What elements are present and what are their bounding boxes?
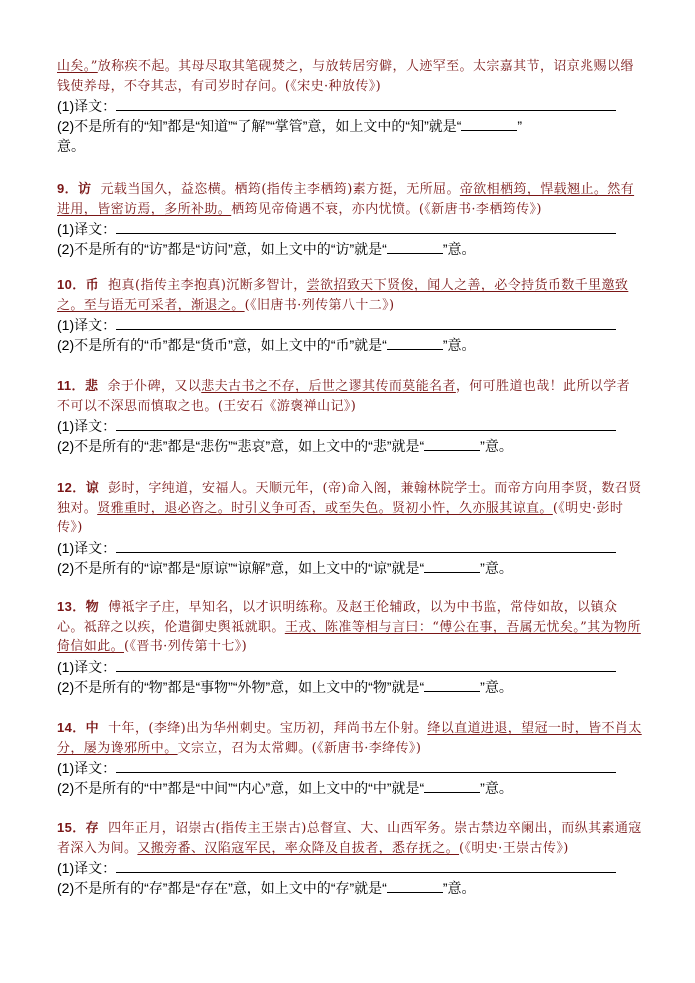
quote-mark: “	[195, 241, 201, 257]
quote-mark: “	[232, 438, 238, 454]
passage-text: 彭时，字纯道，安福人。天顺元年，(帝)命入阁，兼翰林院学士。而帝方向用李贤，数召贤独对。	[57, 481, 642, 516]
question-2-text: (2)不是所有的	[57, 438, 145, 454]
quote-mark: ”	[228, 337, 233, 353]
question-2-end: 意。	[484, 559, 513, 576]
passage-top	[57, 57, 642, 96]
quote-mark: ”	[480, 780, 485, 796]
question-2-text: 就是	[391, 438, 420, 454]
meaning-option: 货币	[200, 337, 229, 353]
quote-mark: “	[144, 780, 149, 796]
question-2-text: (2)不是所有的	[57, 880, 145, 896]
answer-blank[interactable]	[424, 560, 480, 573]
key-word-ref: 中	[372, 780, 387, 796]
question-2-text: 意，如上文中的	[232, 241, 331, 257]
passage-text: ，何可胜道也哉！此所以学者不可以不深思而慎取之也。	[57, 379, 631, 414]
answer-blank[interactable]	[424, 780, 480, 793]
passage-text: 栖筠见帝倚遇不衰，亦内忧愤。	[231, 201, 419, 217]
key-word: 物	[85, 599, 100, 614]
quote-mark: “	[232, 780, 238, 796]
question-2-text: 意，如上文中的	[270, 780, 369, 796]
passage-underlined: 山矣。”	[57, 59, 98, 74]
question-2-text: (2)不是所有的	[57, 678, 145, 695]
meaning-option: 悲哀	[237, 438, 266, 454]
passage-source: (《旧唐书·列传第八十二》)	[244, 297, 395, 313]
question-2-line	[57, 677, 642, 697]
quote-mark: “	[382, 880, 387, 896]
translate-answer-blank[interactable]	[116, 538, 616, 553]
item-number: 11．	[57, 378, 85, 393]
quote-mark: “	[195, 337, 201, 353]
quote-mark: ”	[386, 559, 392, 576]
quote-mark: ”	[349, 241, 355, 257]
meaning-option: 访问	[200, 241, 229, 257]
quote-mark: ”都是	[162, 678, 196, 695]
quote-mark: ”	[265, 780, 271, 796]
translate-line	[57, 758, 642, 778]
key-word-ref: 物	[148, 678, 163, 695]
question-2-text: 就是	[354, 337, 383, 353]
passage-source: (王安石《游褒禅山记》)	[217, 398, 357, 414]
translate-line	[57, 416, 642, 436]
question-2-text: (2)不是所有的	[57, 337, 145, 353]
passage-underlined: 尝欲招致天下贤俊，闻人之善，必令持货币数千里邀致之。至与语无可采者，渐退之。	[57, 278, 629, 313]
key-word: 币	[85, 277, 100, 292]
meaning-option: 事物	[200, 678, 229, 695]
question-2-end: 意。	[57, 138, 85, 154]
item-number: 13．	[57, 599, 86, 614]
section-item	[57, 179, 642, 259]
passage	[57, 275, 642, 315]
passage-text: 元载当国久，益恣横。栖筠(指传主李栖筠)素方挺，无所屈。	[100, 182, 460, 197]
answer-blank[interactable]	[461, 118, 517, 131]
translate-answer-blank[interactable]	[116, 657, 616, 672]
quote-mark: ”	[228, 780, 233, 796]
quote-mark: ”都是	[162, 780, 196, 796]
translate-label: (1)译文：	[57, 418, 117, 434]
translate-label: (1)译文：	[57, 760, 117, 776]
translate-label: (1)译文：	[57, 221, 117, 237]
quote-mark: “	[419, 678, 425, 695]
quote-mark: ”	[386, 678, 392, 695]
quote-mark: ”	[228, 678, 233, 695]
section-item	[57, 718, 642, 798]
question-2-text: (2)不是所有的“知”都是“知道”“了解”“掌管”意，如上文中的“知”就是“	[57, 118, 462, 134]
item-number: 14．	[57, 720, 86, 735]
passage	[57, 179, 642, 219]
key-word-ref: 悲	[372, 438, 387, 454]
quote-mark: “	[368, 780, 373, 796]
quote-mark: ”都是	[162, 337, 196, 353]
answer-blank[interactable]	[387, 880, 443, 893]
quote-mark: “	[419, 438, 425, 454]
passage-source: (《明史·王崇古传》)	[459, 840, 569, 856]
key-word-ref: 谅	[148, 559, 163, 576]
translate-label: (1)译文：	[57, 860, 117, 876]
passage	[57, 718, 642, 758]
quote-mark: “	[144, 880, 149, 896]
passage-text: 四年正月，诏崇古(指传主王崇古)总督宣、大、山西军务。崇古禁边卒阑出，而纵其素通寇者深入为间。	[57, 821, 642, 856]
answer-blank[interactable]	[424, 679, 480, 692]
quote-mark: “	[144, 241, 149, 257]
question-2-end: 意。	[447, 241, 476, 257]
passage-underlined: 又搬旁番、汉陷寇军民，率众降及自拔者，悉存抚之。	[137, 840, 460, 856]
section-item	[57, 275, 642, 355]
quote-mark: ”	[349, 880, 355, 896]
quote-mark: “	[382, 337, 387, 353]
quote-mark: “	[368, 678, 373, 695]
quote-mark: ”	[265, 438, 271, 454]
meaning-option: 外物	[237, 678, 266, 695]
section-item	[57, 818, 642, 898]
quote-mark: ”都是	[162, 880, 196, 896]
quote-mark: “	[195, 880, 201, 896]
passage-underlined: 王戎、陈准等相与言曰：“傅公在事，吾属无忧矣。”其为物所倚信如此。	[57, 619, 641, 654]
question-2-text: (2)不是所有的	[57, 780, 145, 796]
question-2-line	[57, 558, 642, 578]
meaning-option: 原谅	[200, 559, 229, 576]
question-2-line	[57, 436, 642, 456]
quote-mark: “	[144, 559, 149, 576]
passage-source: (《明史·彭时传》)	[57, 500, 624, 535]
quote-mark: ”都是	[162, 559, 196, 576]
section-item	[57, 597, 642, 697]
quote-mark: ”	[386, 780, 392, 796]
quote-mark: ”	[442, 880, 448, 896]
passage-text: 余于仆碑，又以	[107, 379, 202, 394]
quote-mark: “	[195, 559, 201, 576]
quote-mark: ”	[228, 241, 233, 257]
answer-blank[interactable]	[387, 241, 443, 254]
passage-underlined: 贤雅重时，退必咨之。时引义争可否，或至失色。贤初小忤，久亦服其谅直。	[97, 500, 553, 516]
translate-answer-blank[interactable]	[116, 758, 616, 773]
passage-source: (《新唐书·李栖筠传》)	[418, 201, 542, 217]
key-word: 谅	[85, 480, 100, 495]
quote-mark: ”都是	[162, 241, 196, 257]
quote-mark: ”	[386, 438, 392, 454]
meaning-option: 存在	[200, 880, 229, 896]
quote-mark: ”	[228, 438, 233, 454]
translate-label: (1)译文：	[57, 98, 117, 114]
key-word: 悲	[84, 378, 99, 393]
key-word-ref: 访	[335, 241, 350, 257]
translate-answer-blank[interactable]	[116, 219, 616, 234]
quote-mark: ”	[480, 559, 485, 576]
question-2-end: 意。	[484, 438, 513, 454]
passage-text: 抱真(指传主李抱真)沉断多智计，	[108, 278, 307, 293]
translate-line	[57, 96, 642, 116]
question-2-text: 就是	[354, 880, 383, 896]
quote-mark: “	[419, 780, 425, 796]
passage-text: 文宗立，召为太常卿。	[177, 740, 312, 756]
meaning-option: 内心	[237, 780, 266, 796]
quote-mark: ”	[480, 438, 485, 454]
translate-line	[57, 657, 642, 677]
translate-line	[57, 538, 642, 558]
translate-answer-blank[interactable]	[116, 96, 616, 111]
quote-mark: ”都是	[162, 438, 196, 454]
quote-mark: ”	[442, 337, 448, 353]
quote-mark: “	[419, 559, 425, 576]
quote-mark: “	[368, 559, 373, 576]
quote-mark: “	[195, 678, 201, 695]
answer-blank[interactable]	[424, 438, 480, 451]
quote-mark: ”	[265, 678, 271, 695]
question-2-end: 意。	[447, 337, 476, 353]
question-2-line	[57, 116, 642, 136]
quote-mark: “	[232, 678, 238, 695]
question-2-text: (2)不是所有的	[57, 241, 145, 257]
key-word-ref: 物	[372, 678, 387, 695]
passage-underlined: 绛以直道进退，望冠一时，皆不肖太分，屡为谗邪所中。	[57, 721, 642, 756]
question-2-text: 意，如上文中的	[232, 880, 331, 896]
key-word-ref: 中	[148, 780, 163, 796]
translate-label: (1)译文：	[57, 317, 117, 333]
translate-label: (1)译文：	[57, 539, 117, 556]
question-2-end: 意。	[484, 780, 513, 796]
question-2-end: 意。	[447, 880, 476, 896]
section-item	[57, 376, 642, 456]
quote-mark: “	[144, 438, 149, 454]
section-top	[57, 57, 642, 156]
passage-text: 十年，(李绛)出为华州刺史。宝历初，拜尚书左仆射。	[108, 721, 428, 736]
quote-mark: “	[330, 337, 336, 353]
question-2-text: 意，如上文中的	[232, 337, 331, 353]
passage-underlined: 悲夫古书之不存，后世之谬其传而莫能名者	[201, 379, 456, 394]
passage-source: (《新唐书·李绛传》)	[311, 740, 422, 756]
question-2-text: 意，如上文中的	[270, 438, 369, 454]
quote-mark: “	[330, 880, 336, 896]
translate-line	[57, 858, 642, 878]
quote-mark: “	[330, 241, 336, 257]
question-2-close: ”	[517, 118, 523, 134]
passage-source: (《宋史·种放传》)	[284, 78, 382, 94]
translate-label: (1)译文：	[57, 658, 117, 675]
quote-mark: “	[144, 678, 149, 695]
meaning-option: 中间	[200, 780, 229, 796]
item-number: 10．	[57, 277, 86, 292]
quote-mark: ”	[442, 241, 448, 257]
item-number: 12．	[57, 480, 86, 495]
quote-mark: ”	[349, 337, 355, 353]
question-2-end: 意。	[484, 678, 513, 695]
key-word-ref: 存	[335, 880, 350, 896]
passage-text: 放称疾不起。其母尽取其笔砚焚之，与放转居穷僻，人迹罕至。太宗嘉其节，诏京兆赐以缗钱使养母，不夺其志，有司岁时存问。	[57, 59, 634, 94]
key-word-ref: 悲	[148, 438, 163, 454]
meaning-option: 谅解	[237, 559, 266, 576]
question-2-text: 就是	[391, 780, 420, 796]
translate-answer-blank[interactable]	[116, 858, 616, 873]
quote-mark: “	[195, 780, 201, 796]
translate-line	[57, 315, 642, 335]
quote-mark: “	[232, 559, 238, 576]
question-2-line	[57, 335, 642, 355]
translate-answer-blank[interactable]	[116, 416, 616, 431]
quote-mark: ”	[228, 880, 233, 896]
passage	[57, 478, 642, 538]
meaning-option: 悲伤	[200, 438, 229, 454]
quote-mark: “	[382, 241, 387, 257]
quote-mark: ”	[265, 559, 271, 576]
question-2-text: 就是	[354, 241, 383, 257]
key-word: 存	[85, 820, 100, 835]
key-word-ref: 币	[148, 337, 163, 353]
quote-mark: ”	[228, 559, 233, 576]
passage-underlined: 帝欲相栖筠，悍载翘止。然有进用，皆密访焉，多所补助。	[57, 182, 635, 217]
question-2-line	[57, 878, 642, 898]
quote-mark: ”	[480, 678, 485, 695]
section-item	[57, 478, 642, 578]
quote-mark: “	[195, 438, 201, 454]
question-2-text: 就是	[391, 678, 420, 695]
quote-mark: “	[144, 337, 149, 353]
question-2-text: 意，如上文中的	[270, 559, 369, 576]
key-word-ref: 币	[335, 337, 350, 353]
answer-blank[interactable]	[387, 337, 443, 350]
passage	[57, 818, 642, 858]
key-word-ref: 存	[148, 880, 163, 896]
key-word-ref: 访	[148, 241, 163, 257]
question-2-text: (2)不是所有的	[57, 559, 145, 576]
item-number: 9．	[57, 181, 79, 196]
key-word: 中	[85, 720, 100, 735]
key-word-ref: 谅	[372, 559, 387, 576]
translate-answer-blank[interactable]	[116, 315, 616, 330]
passage	[57, 597, 642, 657]
key-word: 访	[78, 181, 92, 196]
question-2-text: 意，如上文中的	[270, 678, 369, 695]
question-2-line	[57, 239, 642, 259]
question-2-text: 就是	[391, 559, 420, 576]
question-2-line	[57, 778, 642, 798]
passage-text: 傅祗字子庄，早知名，以才识明练称。及赵王伦辅政，以为中书监，常侍如故，以镇众心。祗辞之以疾，伦遣御史舆祗就职。	[57, 600, 618, 635]
quote-mark: “	[368, 438, 373, 454]
passage-source: (《晋书·列传第十七》)	[124, 639, 248, 654]
item-number: 15．	[57, 820, 86, 835]
translate-line	[57, 219, 642, 239]
passage	[57, 376, 642, 416]
